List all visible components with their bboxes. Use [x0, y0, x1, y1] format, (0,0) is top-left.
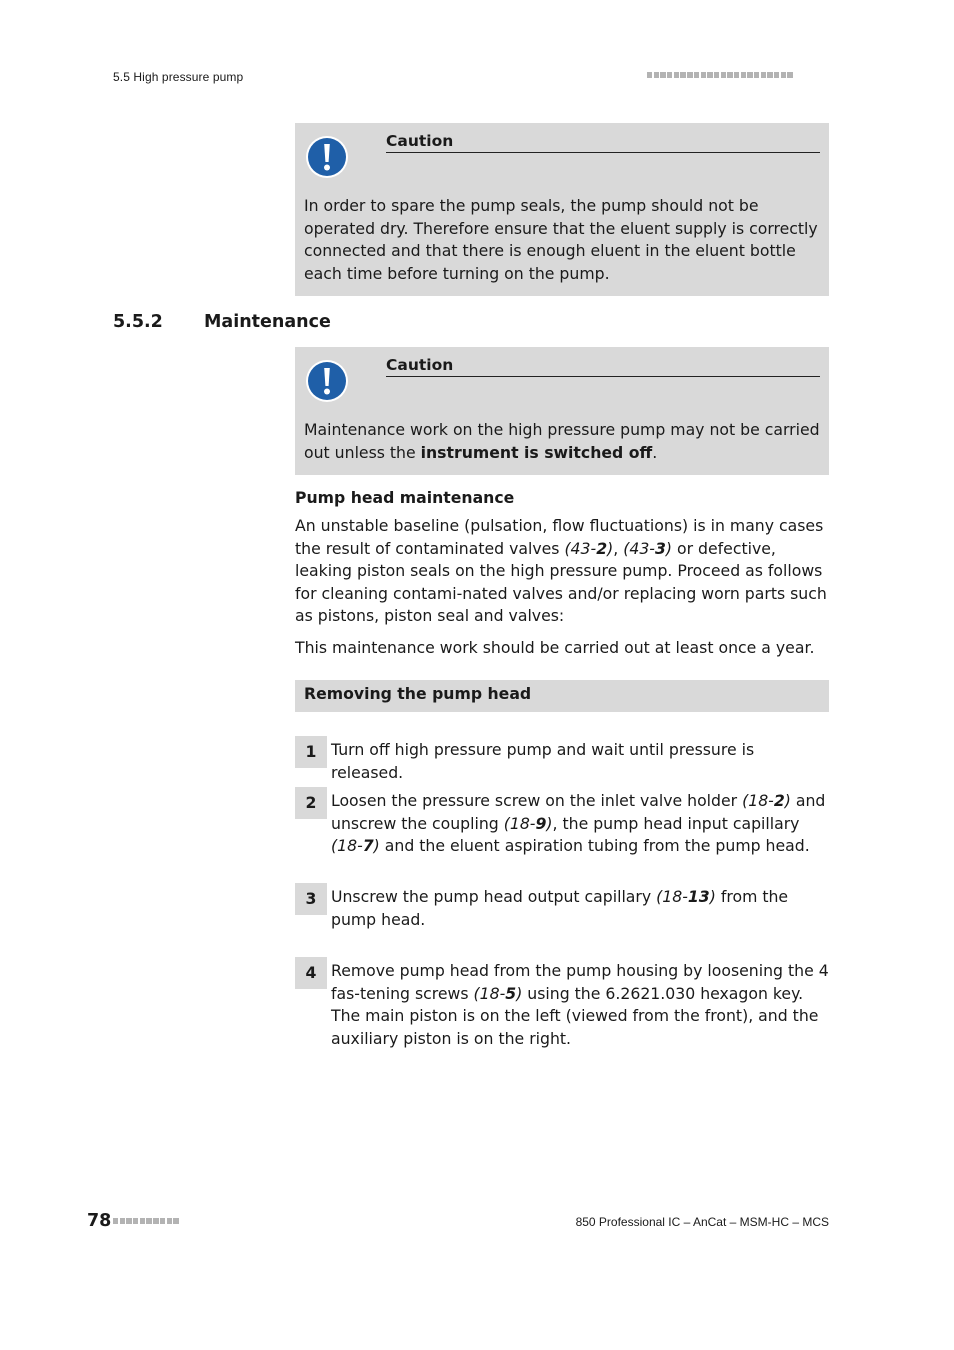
step-number: 4 [295, 957, 327, 989]
paragraph-maintenance-interval: This maintenance work should be carried out at least once a year. [295, 638, 815, 657]
figure-reference: (18-5) [473, 983, 523, 1003]
footer-decorative-dots [113, 1218, 179, 1224]
caution-title: Caution [386, 132, 820, 153]
figure-reference: (18-7) [331, 836, 380, 855]
step-text: Loosen the pressure screw on the inlet valve holder (18-2) and unscrew the coupling (18-9), the pump head input capillary (18-7) and the eluent aspiration tubing from the pump head. [331, 791, 826, 855]
caution-box-pump-seals [295, 123, 829, 296]
exclamation-icon [305, 359, 349, 403]
step-text: Turn off high pressure pump and wait until pressure is released. [331, 740, 755, 782]
figure-reference: (43-2) [564, 538, 614, 558]
caution-title: Caution [386, 356, 820, 377]
running-header-section: 5.5 High pressure pump [113, 70, 244, 84]
figure-reference: (18-2) [742, 791, 791, 810]
section-heading [113, 312, 331, 332]
figure-reference: (18-9) [503, 813, 553, 833]
exclamation-icon [305, 135, 349, 179]
page-number: 78 [87, 1211, 112, 1231]
footer-document-title: 850 Professional IC – AnCat – MSM-HC – MCS [575, 1215, 829, 1229]
procedure-title: Removing the pump head [304, 684, 532, 703]
caution-text: Maintenance work on the high pressure pump may not be carried out unless the instrument is switched off. [304, 420, 820, 462]
section-title: Maintenance [204, 312, 331, 332]
figure-reference: (43-3) [623, 538, 673, 558]
step-text: Unscrew the pump head output capillary (18-13) from the pump head. [331, 887, 789, 929]
header-decorative-dots [647, 72, 793, 78]
step-number: 1 [295, 736, 327, 768]
step-text: Remove pump head from the pump housing by loosening the 4 fas-tening screws (18-5) using the 6.2621.030 hexagon key. The main piston is on the left (viewed from the front), and the auxiliary piston is on the right. [331, 961, 829, 1048]
caution-text: In order to spare the pump seals, the pump should not be operated dry. Therefore ensure that the eluent supply is correctly connected and that there is enough eluent in the eluent bottle each time before turning on the pump. [304, 196, 818, 283]
caution-emphasis: instrument is switched off [420, 442, 653, 462]
step-number: 3 [295, 883, 327, 915]
section-number: 5.5.2 [113, 312, 163, 332]
procedure-title-bar [295, 680, 829, 712]
caution-box-maintenance [295, 347, 829, 475]
subheading-pump-head-maintenance: Pump head maintenance [295, 488, 515, 507]
step-number: 2 [295, 787, 327, 819]
paragraph-unstable-baseline: An unstable baseline (pulsation, flow fluctuations) is in many cases the result of contaminated valves (43-2), (43-3) or defective, leaking piston seals on the high pressure pump. Proceed as follows for cleaning contami-nated valves and/or replacing worn parts such as pistons, piston seal and valves: [295, 516, 827, 625]
figure-reference: (18-13) [656, 887, 716, 906]
